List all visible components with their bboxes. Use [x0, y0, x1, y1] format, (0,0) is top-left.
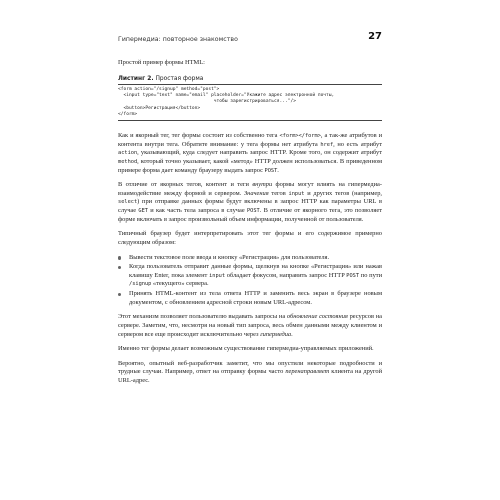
- paragraph-hypermedia: Именно тег формы делает возможным существование гипермедиа-управляемых приложений.: [118, 345, 374, 353]
- code-line: <input type="text" name="email" placeholder="Укажите адрес электронной почты,: [118, 92, 335, 98]
- running-header: Гипермедиа: повторное знакомство: [118, 36, 238, 43]
- paragraph-form-tag: Как и якорный тег, тег формы состоит из собственно тега <form></form>, а так-же атрибутов и контента внутри тега. Обратите внимание: у тега формы нет атрибута href, но есть атрибут action, указывающий, куда следует направить запрос HTTP. Кроме того, он содержит атрибут method, который точно указывает, какой «метод» HTTP должен использоваться. В приведенном примере форма дает команду браузеру выдать запрос POST.: [118, 132, 383, 174]
- page-content: [118, 59, 382, 386]
- intro-text: Простой пример формы HTML:: [118, 59, 205, 66]
- page-number: 27: [368, 31, 382, 42]
- code-line: чтобы зарегистрироваться..."/>: [118, 99, 296, 105]
- listing-caption: [118, 75, 382, 83]
- bullet-icon: [118, 293, 121, 296]
- list-item: Вывести текстовое поле ввода и кнопку «Регистрация» для пользователя.: [118, 254, 382, 263]
- paragraph-form-content: В отличие от якорных тегов, контент и теги внутри формы могут влиять на гипермедиа-взаимодействие между формой и сервером. Значения тегов input и других тегов (например, select) при отправке данных формы будут включены в запрос HTTP как параметры URL в случае GET и как часть тела запроса в случае POST. В отличие от якорного тега, это позволяет форме включать в запрос произвольный объем информации, полученной от пользователя.: [118, 181, 383, 223]
- paragraph-mechanism: Этот механизм позволяет пользователю выдавать запросы на обновление состояния ресурсов на сервере. Заметим, что, несмотря на новый тип запроса, весь обмен данными между клиентом и сервером все еще происходит исключительно через гипермедиа.: [118, 313, 382, 338]
- list-item: Когда пользователь отправит данные формы, щелкнув на кнопке «Регистрация» или нажав клавишу Enter, пока элемент input обладает фокусом, направить запрос HTTP POST по пути /signup «текущего» сервера.: [118, 263, 382, 289]
- code-line: <form action="/signup" method="post">: [118, 86, 220, 92]
- paragraph-details: Вероятно, опытный веб-разработчик заметит, что мы опустили некоторые подробности и трудные случаи. Например, ответ на отправку формы часто перенаправляет клиента на другой URL-адрес.: [118, 359, 382, 385]
- bullet-icon: [118, 266, 121, 269]
- code-line: <button>Регистрация</button>: [118, 105, 201, 111]
- listing-title: Простая форма: [155, 75, 204, 82]
- code-listing: [118, 84, 382, 121]
- listing-label: Листинг 2.: [118, 75, 154, 82]
- code-line: </form>: [118, 111, 138, 117]
- bullet-list: [118, 254, 382, 308]
- list-item: Принять HTML-контент из тела ответа HTTP и заменить весь экран в браузере новым документом, с обновлением адресной строки новым URL-адресом.: [118, 290, 382, 307]
- paragraph-browser: Типичный браузер будет интерпретировать этот тег формы и его содержимое примерно следующим образом:: [118, 230, 382, 246]
- bullet-icon: [118, 256, 121, 259]
